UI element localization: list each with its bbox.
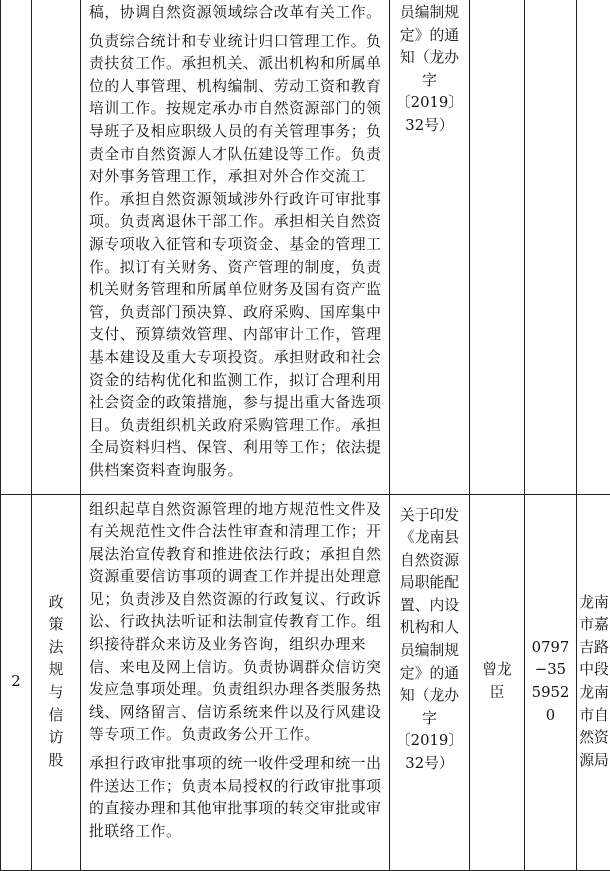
dept-name: 政策法规与信访股 bbox=[48, 593, 64, 769]
person-cell bbox=[470, 494, 525, 870]
office-address: 龙南市嘉吉路中段龙南市自然资源局 bbox=[579, 593, 609, 769]
address-cell bbox=[577, 494, 610, 870]
duty-paragraph: 承担行政审批事项的统一收件受理和统一出件送达工作；负责本局授权的行政审批事项的直接办理和其他审批事项的转交审批或审批联络工作。 bbox=[89, 755, 382, 840]
duties-cell bbox=[81, 0, 390, 494]
dept-cell bbox=[32, 494, 81, 870]
person-cell bbox=[470, 0, 525, 494]
index-cell bbox=[1, 0, 32, 494]
table-row bbox=[1, 0, 610, 494]
basis-cell bbox=[390, 0, 470, 494]
row-index: 2 bbox=[11, 672, 21, 690]
duty-paragraph: 组织起草自然资源管理的地方规范性文件及有关规范性文件合法性审查和清理工作；开展法治宣传教育和推进依法行政；承担自然资源重要信访事项的调查工作并提出处理意见；负责涉及自然资源的行政复议、行政诉讼、行政执法听证和法制宣传教育工作。组织接待群众来访及业务咨询，组织办理来信、来电及网上信访。负责协调群众信访突发应急事项处理。负责组织办理各类服务热线、网络留言、信访系统来件以及行风建设等专项工作。负责政务公开工作。 bbox=[89, 500, 382, 744]
responsible-person: 曾龙臣 bbox=[482, 661, 512, 701]
basis-cell bbox=[390, 494, 470, 870]
basis-text: 关于印发《龙南县自然资源局职能配置、内设机构和人员编制规定》的通知（龙办字〔2019〕32号） bbox=[395, 506, 464, 773]
duty-paragraph: 负责综合统计和专业统计归口管理工作。负责扶贫工作。承担机关、派出机构和所属单位的人事管理、机构编制、劳动工资和教育培训工作。按规定承办市自然资源部门的领导班子及相应职级人员的有关管理事务；负责全市自然资源人才队伍建设等工作。负责对外事务管理工作，承担对外合作交流工作。承担自然资源领域涉外行政许可审批事项。负责离退休干部工作。承担相关自然资源专项收入征管和专项资金、基金的管理工作。拟订有关财务、资产管理的制度，负责机关财务管理和所属单位财务及国有资产监管，负责部门预决算、政府采购、国库集中支付、预算绩效管理、内部审计工作，管理基本建设及重大专项投资。承担财政和社会资金的结构优化和监测工作，拟订合理利用社会资金的政策措施，参与提出重大备选项目。负责组织机关政府采购管理工作。承担全局资料归档、保管、利用等工作；依法提供档案资料查询服务。 bbox=[89, 32, 382, 479]
phone-cell bbox=[525, 0, 577, 494]
duty-paragraph: 稿，协调自然资源领域综合改革有关工作。 bbox=[89, 4, 382, 21]
duties-cell bbox=[81, 494, 390, 870]
address-cell bbox=[577, 0, 610, 494]
basis-text: 员编制规定》的通知（龙办字〔2019〕32号） bbox=[395, 4, 464, 134]
phone-cell bbox=[525, 494, 577, 870]
table-row bbox=[1, 494, 610, 870]
index-cell bbox=[1, 494, 32, 870]
phone-number: 0797−3559520 bbox=[531, 638, 570, 724]
dept-cell bbox=[32, 0, 81, 494]
